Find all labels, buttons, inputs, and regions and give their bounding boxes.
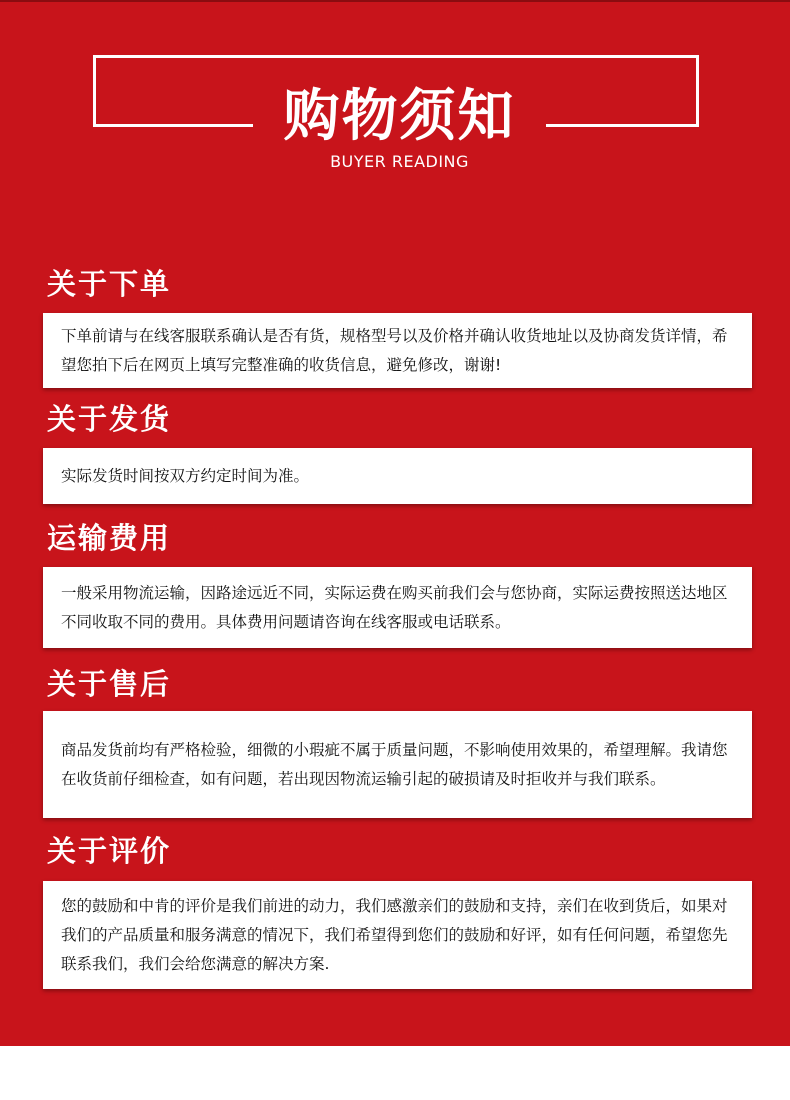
section-box-review	[43, 881, 752, 989]
section-text-freight: 一般采用物流运输，因路途远近不同，实际运费在购买前我们会与您协商，实际运费按照送达地区不同收取不同的费用。具体费用问题请咨询在线客服或电话联系。	[61, 583, 728, 631]
section-heading-shipping: 关于发货	[47, 402, 172, 436]
section-heading-review: 关于评价	[47, 834, 172, 868]
section-box-aftersale	[43, 711, 752, 818]
section-box-shipping	[43, 448, 752, 504]
section-text-aftersale: 商品发货前均有严格检验，细微的小瑕疵不属于质量问题，不影响使用效果的，希望理解。我请您在收货前仔细检查，如有问题，若出现因物流运输引起的破损请及时拒收并与我们联系。	[61, 740, 728, 788]
page-title: 购物须知	[283, 84, 516, 149]
section-heading-aftersale: 关于售后	[47, 667, 172, 701]
page-subtitle: BUYER READING	[330, 152, 469, 171]
title-frame-line-right	[546, 124, 699, 127]
section-box-freight	[43, 567, 752, 648]
section-text-shipping: 实际发货时间按双方约定时间为准。	[61, 466, 310, 485]
section-heading-freight: 运输费用	[47, 521, 172, 555]
section-text-order: 下单前请与在线客服联系确认是否有货，规格型号以及价格并确认收货地址以及协商发货详情，希望您拍下后在网页上填写完整准确的收货信息，避免修改，谢谢!	[61, 326, 728, 374]
section-text-review: 您的鼓励和中肯的评价是我们前进的动力，我们感激亲们的鼓励和支持，亲们在收到货后，如果对我们的产品质量和服务满意的情况下，我们希望得到您们的鼓励和好评，如有任何问题，希望您先联系我们，我们会给您满意的解决方案.	[61, 896, 728, 973]
section-box-order	[43, 313, 752, 388]
title-frame-line-left	[93, 124, 253, 127]
section-heading-order: 关于下单	[47, 267, 172, 301]
